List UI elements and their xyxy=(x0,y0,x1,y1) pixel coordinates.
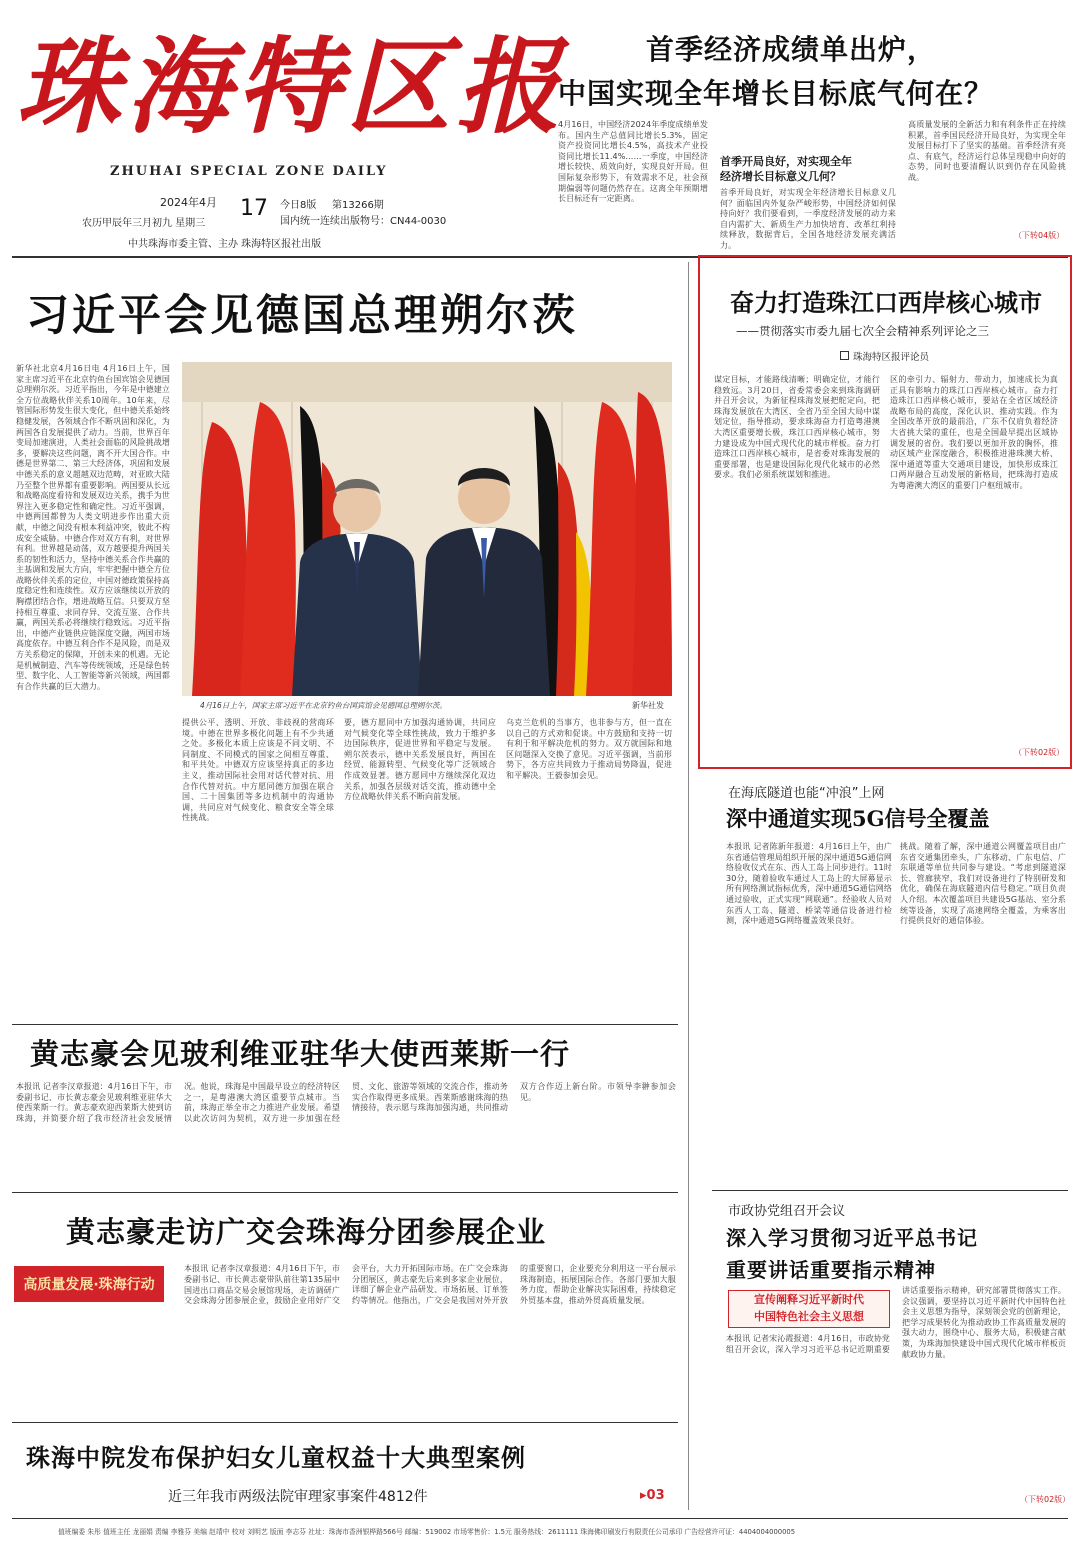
tunnel-kicker: 在海底隧道也能“冲浪”上网 xyxy=(728,786,885,801)
cppcc-body xyxy=(726,1286,1066,1498)
huang1-bottom-rule xyxy=(12,1192,678,1193)
top-story-headline-2: 中国实现全年增长目标底气何在？ xyxy=(558,77,994,110)
commentary-continued: （下转02版） xyxy=(1014,748,1065,757)
photo-caption: 4月16日上午，国家主席习近平在北京钓鱼台国宾馆会见德国总理朔尔茨。 xyxy=(200,701,447,710)
lead-col-b: 要，德方愿同中方加强沟通协调，共同应对气候变化等全球性挑战，致力于维护多边国际秩序，促进世界和平稳定与发展。朔尔茨表示，德中关系发展良好，两国在经贸、能源转型、气候变化等广泛领域合作成效显著。德方愿同中方继续深化双边关系，加强各层级对话交流，推动德中全方位战略伙伴关系不断向前发展。 xyxy=(344,718,496,802)
cppcc-continued: （下转02版） xyxy=(1020,1495,1071,1504)
top-story-continued: （下转04版） xyxy=(1014,231,1065,240)
huang2-badge-text: 高质量发展·珠海行动 xyxy=(23,1277,155,1293)
newspaper-logo: 珠海特区报 xyxy=(16,25,567,148)
page-count: 今日8版 xyxy=(280,200,317,211)
commentary-subtitle: ——贯彻落实市委九届七次全会精神系列评论之三 xyxy=(736,324,989,338)
lead-col-c: 乌克兰危机的当事方，也非参与方，但一直在以自己的方式劝和促谈。中方鼓励和支持一切有利于和平解决危机的努力。双方就国际和地区问题深入交换了意见。习近平强调，当前形势下，各方应共同致力于推动局势降温，促进和平解决。王毅参加会见。 xyxy=(506,718,672,780)
date-day: 17 xyxy=(240,196,268,221)
commentary-headline: 奋力打造珠江口西岸核心城市 xyxy=(730,288,1042,317)
top-story-subhead xyxy=(720,154,896,184)
newspaper-logo-english: ZHUHAI SPECIAL ZONE DAILY xyxy=(110,164,388,179)
commentary-author xyxy=(840,349,929,363)
court-headline: 珠海中院发布保护妇女儿童权益十大典型案例 xyxy=(26,1443,526,1472)
date-line: 2024年4月 xyxy=(160,196,217,209)
huang2-headline: 黄志豪走访广交会珠海分团参展企业 xyxy=(66,1215,547,1249)
court-page-number: 03 xyxy=(646,1488,665,1503)
tunnel-col1: 本报讯 记者陈新年报道：4月16日上午，由广东省通信管理局组织开展的深中通道5G通信网络验收仪式在东、西人工岛上同步进行。11时30分，随着验收车通过人工岛上的大屏幕显示所有网络测试指标优秀，深中通道5G通信网络通过验收，正式实现“网联通”。经验收人员对东西人工岛、隧道、桥梁等通信设备进行检测，深中通道5G网络覆盖效果良好。 xyxy=(726,842,892,926)
publication-code: 国内统一连续出版物号：CN44-0030 xyxy=(280,216,447,227)
author-box-icon xyxy=(840,351,849,360)
cppcc-badge-line-2: 中国特色社会主义思想 xyxy=(754,1310,864,1323)
lead-col-a: 提供公平、透明、开放、非歧视的营商环境。中德在世界多极化问题上有不少共通之处。多极化本质上应该是不同文明、不同制度、不同模式的国家之间相互尊重、和平共处。中德双方应该坚持真正的多边主义，推动国际社会用对话代替对抗、用合作代替对抗。中方愿同德方加强在联合国、二十国集团等多边机制中的沟通协调，共同应对气候变化、粮食安全等全球性挑战。 xyxy=(182,718,334,823)
lead-body: 新华社北京4月16日电 4月16日上午，国家主席习近平在北京钓鱼台国宾馆会见德国总理朔尔茨。习近平指出，今年是中德建立全方位战略伙伴关系10周年。10年来，尽管国际形势发生很大变化，但中德关系始终稳健发展，各领域合作不断巩固和深化，为两国各自发展提供了动力。当前，世界百年变局加速演进，人类社会面临的风险挑战增多，要解决这些问题，离不开大国合作。中德是世界第二、第三大经济体，巩固和发展中德关系的意义超越双边范畴，对亚欧大陆乃至整个世界都有重要影响。两国要从长远和战略高度看待和发展双边关系，携手为世界注入更多稳定性和确定性。习近平强调，中德两国都曾为人类文明进步作出重大贡献，中德之间没有根本利益冲突，彼此不构成安全威胁。中德合作对双方有利，对世界有利。世界越是动荡，双方越要提升两国关系的韧性和活力，坚持中德关系合作共赢的主基调和发展大方向，牢牢把握中德全方位战略伙伴关系的定位，中国对德政策保持高度稳定性和连续性。双方应该继续以开放的胸襟团结合作，增进战略互信。只要双方坚持相互尊重、求同存异、交流互鉴、合作共赢，两国关系必将继续行稳致远。习近平指出，中德产业链供应链深度交融，两国市场高度依存。中德互利合作不是风险，而是双方关系稳定的保障，开创未来的机遇。无论是机械制造、汽车等传统领域，还是绿色转型、数字化、人工智能等新兴领域，两国都有合作共赢的巨大潜力。 xyxy=(16,364,170,691)
huang1-body xyxy=(16,1082,676,1178)
cppcc-headline-2: 重要讲话重要指示精神 xyxy=(726,1258,936,1282)
commentary-col1: 谋定目标，才能路线清晰；明确定位，才能行稳致远。3月20日，省委常委会来到珠海调研并召开会议，为新征程珠海发展把舵定向，把珠海发展放在大湾区、全省乃至全国大局中谋划定位，指导推动，要求珠海奋力打造粤港澳大湾区重要增长极，珠江口西岸核心城市，努力建设成为中国式现代化的城市样板。奋力打造珠江口西岸核心城市，是省委对珠海发展的重要部署，也是建设国际化现代化城市的必然要求。我们必须系统谋划和推进。 xyxy=(714,375,880,480)
huang1-body-text: 本报讯 记者李汉章报道：4月16日下午，市委副书记、市长黄志豪会见玻利维亚驻华大使西莱斯一行。黄志豪欢迎西莱斯大使到访珠海，并简要介绍了我市经济社会发展情况。他说，珠海是中国最早设立的经济特区之一，是粤港澳大湾区重要节点城市。当前，珠海正举全市之力推进产业发展。希望以此次访问为契机，双方进一步加强在经贸、文化、旅游等领域的交流合作，推动务实合作取得更多成果。西莱斯感谢珠海的热情接待，表示愿与珠海加强沟通，共同推动双方合作迈上新台阶。市领导李翀参加会见。 xyxy=(16,1082,676,1123)
photo-credit: 新华社发 xyxy=(632,701,664,710)
tunnel-col2: 挑战。随着了解，深中通道公网覆盖项目由广东省交通集团牵头，广东移动、广东电信、广东联通等单位共同参与建设。“考虑到隧道深长、管廊狭窄，我们对设备进行了特别研发和优化，确保在海底隧道内信号稳定。”项目负责人介绍。本次覆盖项目共建设5G基站、室分系统等设备，实现了高速网络全覆盖，为乘客出行提供良好的通信体验。 xyxy=(900,842,1066,926)
masthead xyxy=(12,10,567,250)
lead-photo xyxy=(182,362,672,696)
huang2-body xyxy=(16,1264,676,1412)
huang2-body-text: 本报讯 记者李汉章报道：4月16日下午，市委副书记、市长黄志豪带队前往第135届中国进出口商品交易会展馆现场，走访调研广交会珠海分团参展企业，鼓励企业用好广交会平台，大力开拓国际市场。在广交会珠海分团展区，黄志豪先后来到多家企业展位，详细了解企业产品研发、市场拓展、订单签约等情况。他指出，广交会是我国对外开放的重要窗口，企业要充分利用这一平台展示珠海制造，拓展国际合作。各部门要加大服务力度，帮助企业解决实际困难，持续稳定外贸基本盘，推动外贸高质量发展。 xyxy=(184,1264,676,1306)
court-page-ref xyxy=(640,1488,665,1503)
top-story-sub-1: 首季开局良好，对实现全年 xyxy=(720,155,852,168)
top-story-headline-1: 首季经济成绩单出炉， xyxy=(646,33,937,66)
commentary-author-name: 珠海特区报评论员 xyxy=(853,352,930,363)
lunar-date: 农历甲辰年三月初九 星期三 xyxy=(82,218,206,229)
column-divider xyxy=(688,262,689,1510)
tunnel-headline: 深中通道实现5G信号全覆盖 xyxy=(726,806,990,831)
top-story-col2: 首季开局良好，对实现全年经济增长目标意义几何？面临国内外复杂严峻形势，中国经济如何保持向好？我们要看到，一季度经济发展的动力来自内需扩大、新质生产力加快培育、改革红利持续释放，数据背后，全国各地经济发展充满活力。 xyxy=(720,188,896,250)
huang2-bottom-rule xyxy=(12,1422,678,1423)
commentary-col2: 区的牵引力、辐射力、带动力，加速成长为真正具有影响力的珠江口西岸核心城市。奋力打造珠江口西岸核心城市，要站在全省区域经济战略布局的高度，深化认识、推动实践。作为全国改革开放的最前沿，广东不仅肩负着经济大省挑大梁的重任，也是全国最早提出区域协调发展的省份。我们要以更加开放的胸怀，推动区域产业深度融合，积极推进港珠澳大桥、深中通道等重大交通项目建设，加快形成珠江口两岸融合互动发展的新格局，把珠海打造成为粤港澳大湾区的重要门户枢纽城市。 xyxy=(890,375,1058,490)
top-story xyxy=(558,22,1066,250)
court-subtitle: 近三年我市两级法院审理家事案件4812件 xyxy=(168,1489,428,1505)
footer-rule xyxy=(12,1518,1068,1519)
top-story-sub-2: 经济增长目标意义几何？ xyxy=(720,170,841,183)
footer-info: 值班编委 朱彤 值班主任 龙丽娟 责编 李雅芬 美编 赵靖中 校对 刘明艺 版面 李志芬 社址：珠海市香洲银桦路566号 邮编：519002 市场零售价：1.5元 服务热线：2611111 珠海佛印刷发行有限责任公司承印 广告经营许可证：4404004000005 xyxy=(58,1528,796,1536)
cppcc-body-text: 本报讯 记者宋沁霞报道：4月16日，市政协党组召开会议，深入学习习近平总书记近期重要讲话重要指示精神，研究部署贯彻落实工作。会议强调，要坚持以习近平新时代中国特色社会主义思想为指导，深刻领会党的创新理论，把学习成果转化为推动政协工作高质量发展的强大动力，围绕中心、服务大局，积极建言献策，为珠海加快建设中国式现代化城市样板贡献政协力量。 xyxy=(726,1286,1066,1359)
huang1-headline: 黄志豪会见玻利维亚驻华大使西莱斯一行 xyxy=(30,1037,571,1071)
top-story-col1: 4月16日，中国经济2024年季度成绩单发布。国内生产总值同比增长5.3%，固定资产投资同比增长4.5%，高技术产业投资同比增长11.4%……一季度，中国经济增长较快、质效向好，实现良好开局。但国际复杂形势下，有效需求不足，社会预期偏弱等问题仍然存在。这离全年预期增长目标还有一定距离。 xyxy=(558,120,708,204)
triangle-right-icon: ▸ xyxy=(640,1488,647,1503)
lead-headline: 习近平会见德国总理朔尔茨 xyxy=(26,291,578,341)
photo-illustration xyxy=(182,362,672,696)
issue-number: 第13266期 xyxy=(332,200,384,211)
right-mid-rule xyxy=(712,1190,1068,1191)
sponsor-line: 中共珠海市委主管、主办 珠海特区报社出版 xyxy=(128,239,322,250)
top-story-col3: 高质量发展的全新活力和有利条件正在持续积累，首季国民经济开局良好，为实现全年发展目标打下了坚实的基础。首季经济有亮点、有底气，经济运行总体呈现稳中向好的态势，同时也要清醒认识到仍存在风险挑战。 xyxy=(908,120,1066,182)
lead-bottom-rule xyxy=(12,1024,678,1025)
commentary-box xyxy=(698,255,1072,769)
cppcc-badge-line-1: 宣传阐释习近平新时代 xyxy=(754,1293,864,1306)
cppcc-headline-1: 深入学习贯彻习近平总书记 xyxy=(726,1226,978,1250)
cppcc-kicker: 市政协党组召开会议 xyxy=(728,1204,846,1219)
